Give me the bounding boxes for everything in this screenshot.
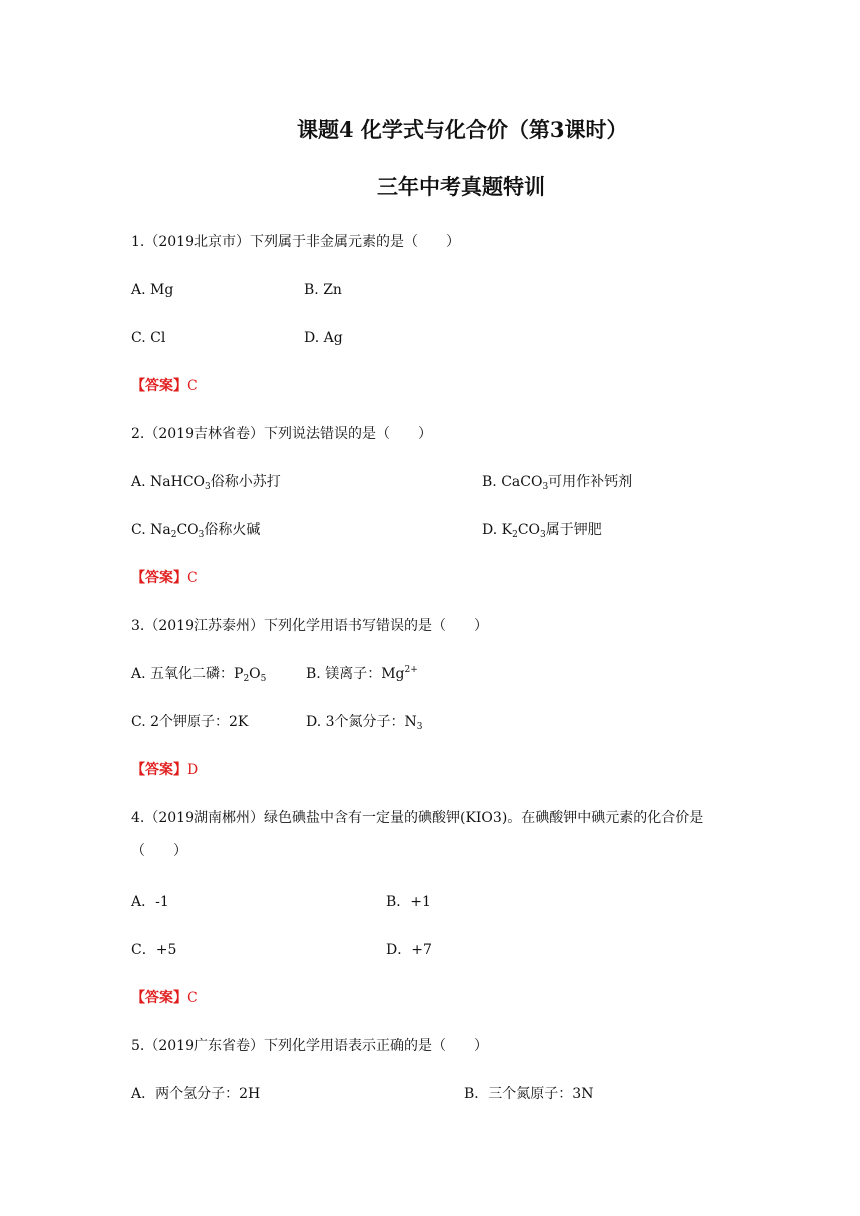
question-4-stem: 4.（2019湖南郴州）绿色碘盐中含有一定量的碘酸钾(KIO3)。在碘酸钾中碘元素的化合价是 [131,810,704,826]
answer-label: 【答案】 [131,762,187,778]
question-1-answer [131,376,198,396]
question-1-option-b: B. Zn [304,282,342,298]
question-4-option-a: A．-1 [131,894,169,910]
question-1-option-a: A. Mg [131,282,174,298]
answer-label: 【答案】 [131,570,187,586]
question-2-option-a: A. NaHCO$_3$俗称小苏打 [131,474,281,492]
page-subtitle: 三年中考真题特训 [377,174,545,199]
question-2-stem: 2.（2019吉林省卷）下列说法错误的是（ ） [131,426,432,442]
answer-value: D [187,762,199,778]
question-1-stem: 1.（2019北京市）下列属于非金属元素的是（ ） [131,234,460,250]
question-3-option-c: C. 2个钾原子：2K [131,714,249,730]
question-4-answer [131,988,198,1008]
question-4-option-b: B．+1 [386,894,431,910]
answer-value: C [187,990,198,1006]
question-3-stem: 3.（2019江苏泰州）下列化学用语书写错误的是（ ） [131,618,488,634]
question-5-stem: 5.（2019广东省卷）下列化学用语表示正确的是（ ） [131,1038,488,1054]
question-3-option-a: A. 五氧化二磷：$P_2O_5$ [131,666,267,684]
question-5-option-a: A．两个氢分子：2H [131,1086,261,1102]
question-4-stem-cont: （ ） [131,843,187,859]
question-1-option-d: D. Ag [304,330,343,346]
question-2-option-d: D. $K_2CO_3$属于钾肥 [482,522,602,540]
page-title: 课题4 化学式与化合价（第3课时） [297,117,628,142]
question-5-option-b: B．三个氮原子：3N [464,1086,594,1102]
question-1-option-c: C. Cl [131,330,166,346]
question-2-option-b: B. CaCO$_3$可用作补钙剂 [482,474,633,492]
answer-value: C [187,378,198,394]
answer-label: 【答案】 [131,378,187,394]
question-3-answer [131,760,198,780]
question-4-option-c: C．+5 [131,942,177,958]
question-3-option-b: B. 镁离子：$Mg^{2+}$ [306,665,418,682]
question-4-option-d: D．+7 [386,942,432,958]
question-3-option-d: D. 3个氮分子：$N_3$ [306,714,423,732]
answer-label: 【答案】 [131,990,187,1006]
answer-value: C [187,570,198,586]
question-2-option-c: C. $Na_2CO_3$俗称火碱 [131,522,261,540]
question-2-answer [131,568,198,588]
